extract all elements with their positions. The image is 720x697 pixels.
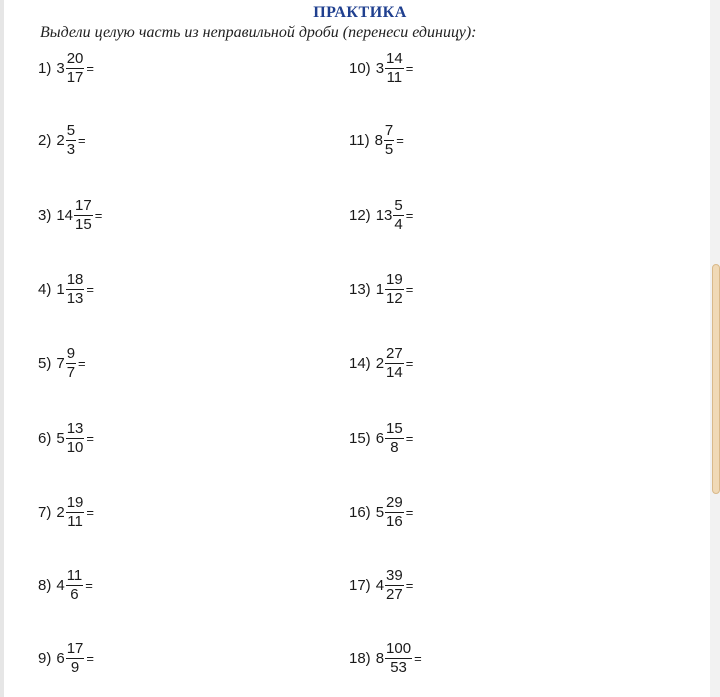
fraction — [66, 346, 76, 381]
denominator: 12 — [386, 289, 403, 307]
denominator: 6 — [70, 585, 79, 603]
denominator: 11 — [67, 512, 83, 530]
exercise-number: 14) — [349, 354, 371, 372]
denominator: 3 — [66, 140, 76, 158]
whole-part: 5 — [375, 503, 385, 521]
equals-sign: = — [78, 355, 86, 371]
whole-part: 4 — [56, 576, 65, 594]
exercise-number: 2) — [38, 131, 52, 149]
equals-sign: = — [86, 504, 94, 520]
whole-part: 8 — [374, 131, 383, 149]
whole-part: 3 — [375, 59, 385, 77]
denominator: 10 — [66, 438, 84, 456]
numerator: 7 — [384, 121, 394, 139]
fraction — [393, 198, 403, 233]
numerator: 20 — [66, 49, 84, 67]
exercise-item — [349, 120, 404, 160]
exercise-item — [349, 638, 422, 678]
denominator: 17 — [66, 68, 84, 86]
exercise-item — [38, 638, 94, 678]
equals-sign: = — [405, 281, 414, 297]
numerator: 11 — [66, 566, 83, 584]
exercise-item — [38, 195, 102, 235]
whole-part: 13 — [375, 206, 393, 224]
equals-sign: = — [405, 577, 414, 593]
exercise-number: 15) — [349, 429, 371, 447]
exercise-item — [349, 418, 413, 458]
whole-part: 1 — [375, 280, 385, 298]
exercise-item — [38, 269, 94, 309]
fraction — [385, 421, 404, 456]
exercise-number: 18) — [349, 649, 371, 667]
equals-sign: = — [94, 207, 103, 223]
fraction — [384, 123, 394, 158]
numerator: 17 — [66, 639, 84, 657]
denominator: 16 — [386, 512, 403, 530]
equals-sign: = — [405, 430, 414, 446]
exercise-number: 3) — [38, 206, 52, 224]
numerator: 29 — [386, 493, 403, 511]
equals-sign: = — [86, 60, 94, 76]
equals-sign: = — [85, 577, 93, 593]
numerator: 19 — [386, 270, 403, 288]
left-page-edge — [0, 0, 4, 697]
denominator: 53 — [390, 658, 407, 676]
exercise-number: 17) — [349, 576, 371, 594]
fraction — [66, 123, 76, 158]
fraction — [66, 421, 85, 456]
exercise-number: 10) — [349, 59, 371, 77]
fraction — [74, 198, 93, 233]
equals-sign: = — [86, 281, 94, 297]
numerator: 17 — [75, 196, 92, 214]
numerator: 14 — [386, 49, 403, 67]
numerator: 15 — [386, 419, 403, 437]
exercise-number: 5) — [38, 354, 52, 372]
denominator: 4 — [394, 215, 403, 233]
fraction — [66, 568, 84, 603]
exercise-number: 16) — [349, 503, 371, 521]
numerator: 5 — [66, 121, 76, 139]
whole-part: 1 — [56, 280, 65, 298]
exercise-item — [349, 269, 413, 309]
whole-part: 6 — [56, 649, 65, 667]
scrollbar-track[interactable] — [710, 0, 720, 697]
whole-part: 14 — [56, 206, 74, 224]
equals-sign: = — [78, 132, 86, 148]
numerator: 27 — [386, 344, 403, 362]
denominator: 7 — [66, 363, 76, 381]
equals-sign: = — [405, 207, 414, 223]
numerator: 19 — [66, 493, 84, 511]
fraction — [385, 346, 404, 381]
instruction-text: Выдели целую часть из неправильной дроби (перенеси единицу): — [40, 24, 477, 41]
equals-sign: = — [86, 650, 94, 666]
equals-sign: = — [405, 60, 414, 76]
denominator: 14 — [386, 363, 403, 381]
equals-sign: = — [405, 504, 414, 520]
denominator: 13 — [66, 289, 84, 307]
fraction — [385, 568, 404, 603]
exercise-number: 4) — [38, 280, 52, 298]
denominator: 8 — [390, 438, 399, 456]
exercise-number: 9) — [38, 649, 52, 667]
fraction — [385, 51, 404, 86]
fraction — [385, 495, 404, 530]
scrollbar-thumb[interactable] — [712, 264, 720, 494]
exercise-number: 8) — [38, 576, 52, 594]
exercise-item — [349, 565, 413, 605]
numerator: 5 — [394, 196, 403, 214]
numerator: 39 — [386, 566, 403, 584]
fraction — [385, 272, 404, 307]
numerator: 100 — [386, 639, 412, 657]
whole-part: 4 — [375, 576, 385, 594]
exercise-item — [349, 48, 413, 88]
whole-part: 5 — [56, 429, 65, 447]
exercise-item — [38, 343, 86, 383]
whole-part: 2 — [56, 131, 65, 149]
fraction — [66, 51, 85, 86]
numerator: 13 — [66, 419, 84, 437]
fraction — [66, 272, 85, 307]
exercise-item — [38, 48, 94, 88]
exercise-item — [349, 343, 413, 383]
equals-sign: = — [396, 132, 404, 148]
fraction — [66, 495, 85, 530]
exercise-number: 13) — [349, 280, 371, 298]
exercise-number: 6) — [38, 429, 52, 447]
exercise-item — [38, 120, 86, 160]
equals-sign: = — [405, 355, 414, 371]
denominator: 5 — [384, 140, 394, 158]
exercise-number: 11) — [349, 131, 370, 149]
whole-part: 6 — [375, 429, 385, 447]
exercise-item — [349, 195, 413, 235]
exercise-number: 12) — [349, 206, 371, 224]
numerator: 9 — [66, 344, 76, 362]
whole-part: 3 — [56, 59, 65, 77]
exercise-number: 7) — [38, 503, 52, 521]
whole-part: 8 — [375, 649, 385, 667]
denominator: 15 — [75, 215, 92, 233]
exercise-number: 1) — [38, 59, 52, 77]
page-title: ПРАКТИКА — [313, 4, 407, 21]
denominator: 11 — [386, 68, 403, 86]
whole-part: 7 — [56, 354, 65, 372]
denominator: 9 — [70, 658, 80, 676]
equals-sign: = — [86, 430, 94, 446]
exercise-item — [349, 492, 413, 532]
whole-part: 2 — [375, 354, 385, 372]
numerator: 18 — [66, 270, 84, 288]
equals-sign: = — [414, 650, 422, 666]
exercise-item — [38, 492, 94, 532]
exercise-item — [38, 418, 94, 458]
fraction — [66, 641, 85, 676]
whole-part: 2 — [56, 503, 65, 521]
exercise-item — [38, 565, 93, 605]
fraction — [385, 641, 412, 676]
denominator: 27 — [386, 585, 403, 603]
